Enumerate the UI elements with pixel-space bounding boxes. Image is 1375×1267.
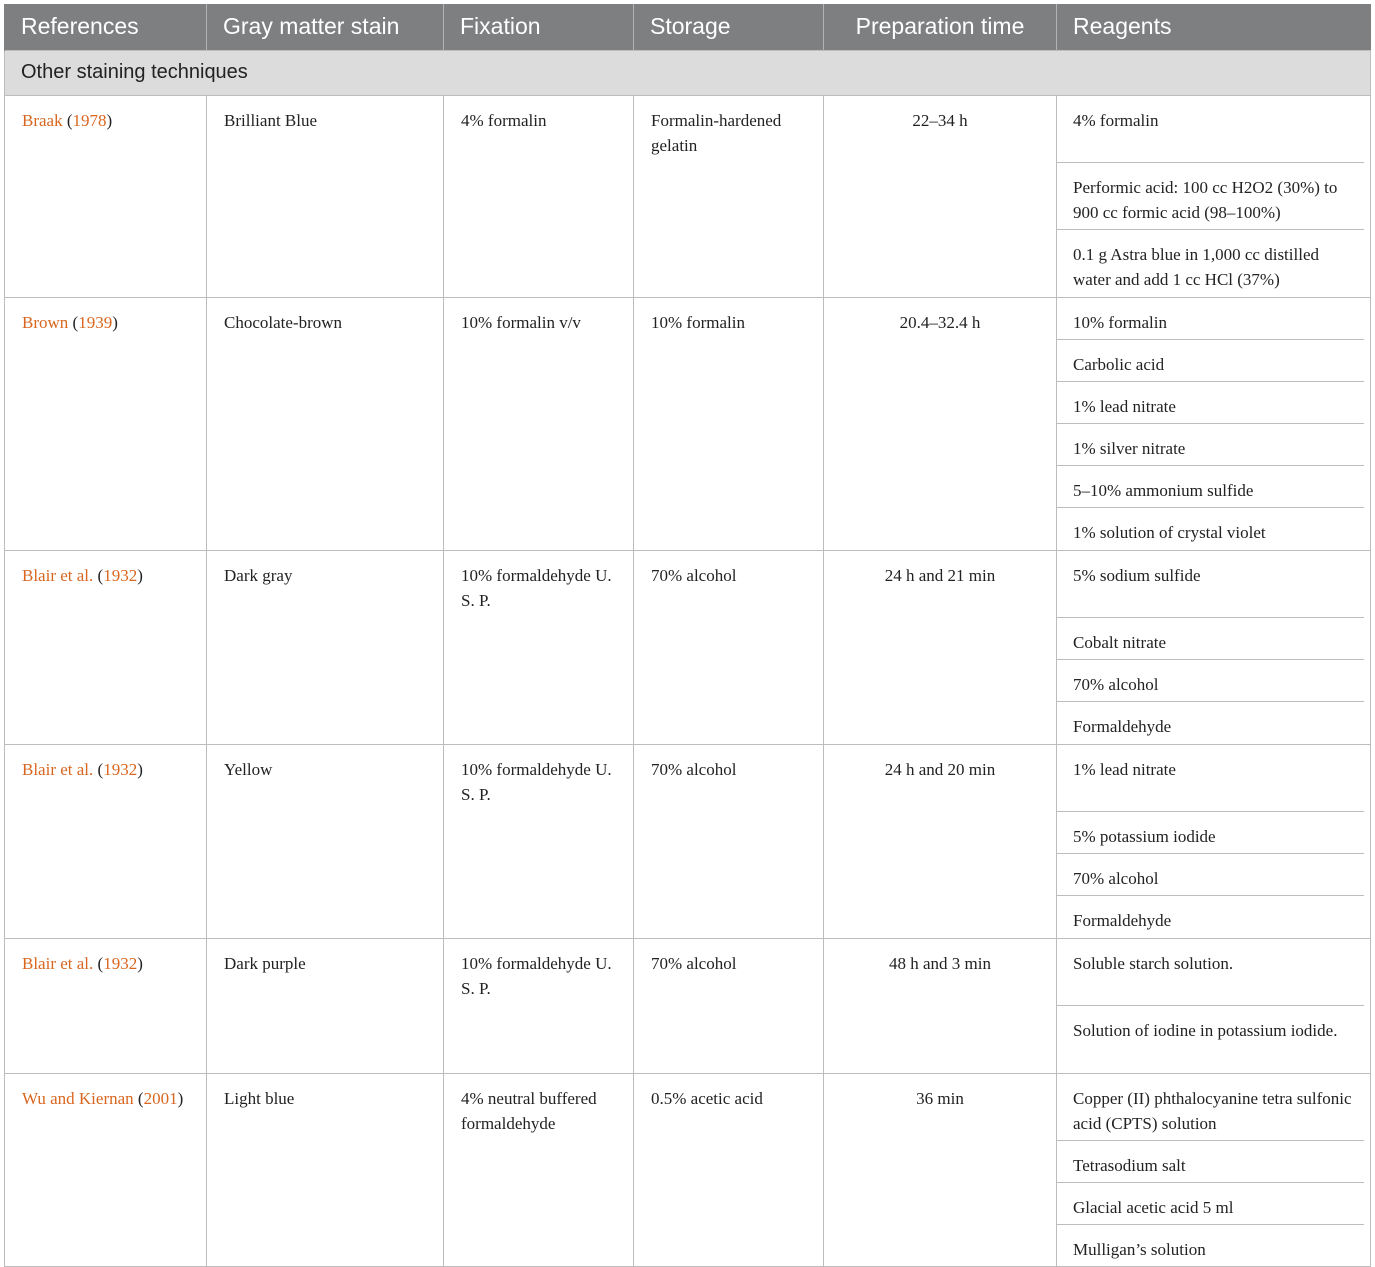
reagents-cell [1057,1073,1371,1266]
fixation-cell [444,550,634,744]
reference-author-link[interactable]: Brown [22,312,69,332]
reagent-item: 10% formalin [1057,298,1364,340]
section-label: Other staining techniques [5,50,1371,95]
fixation-cell [444,744,634,938]
fixation-cell [444,938,634,1073]
preparation-time-text: 22–34 h [912,110,968,130]
table-row [5,95,1371,297]
reagents-list [1057,96,1370,297]
reagent-item: 70% alcohol [1057,660,1364,702]
preparation-time-text: 20.4–32.4 h [899,312,981,332]
stain-cell [207,95,444,297]
reference-year-link[interactable]: 1939 [78,312,113,332]
stain-cell [207,297,444,550]
reagents-list [1057,551,1370,744]
stain-text: Chocolate-brown [224,312,343,332]
reference-author-link[interactable]: Braak [22,110,63,130]
preparation-time-text: 36 min [916,1088,964,1108]
fixation-text: 4% neutral buffered formaldehyde [461,1088,597,1133]
preparation-time-cell [824,550,1057,744]
storage-cell [634,95,824,297]
table-row [5,1073,1371,1266]
reagent-item: Tetrasodium salt [1057,1141,1364,1183]
reagents-list [1057,745,1370,938]
reference-cell: Braak (1978) [5,95,207,297]
preparation-time-text: 48 h and 3 min [889,953,991,973]
stain-cell [207,744,444,938]
header-storage: Storage [634,4,824,50]
preparation-time-text: 24 h and 20 min [884,759,996,779]
fixation-text: 10% formaldehyde U. S. P. [461,759,612,804]
reagent-item: Performic acid: 100 cc H2O2 (30%) to 900 cc formic acid (98–100%) [1057,163,1364,230]
reagent-item: Solution of iodine in potassium iodide. [1073,1020,1338,1040]
stain-text: Brilliant Blue [224,110,318,130]
reagent-item: 1% solution of crystal violet [1073,522,1266,542]
reagent-item: 1% lead nitrate [1057,745,1364,812]
reagents-list [1057,1074,1370,1266]
reference-cell: Blair et al. (1932) [5,744,207,938]
reagent-item: 70% alcohol [1057,854,1364,896]
fixation-text: 10% formaldehyde U. S. P. [461,953,612,998]
table-row [5,550,1371,744]
reagent-item: 1% silver nitrate [1057,424,1364,466]
reagents-list [1057,298,1370,550]
storage-cell [634,550,824,744]
stain-cell [207,1073,444,1266]
storage-text: 70% alcohol [651,759,737,779]
reagent-item: Formaldehyde [1073,910,1172,930]
reagent-item: Soluble starch solution. [1057,939,1364,1006]
reference-author-link[interactable]: Blair et al. [22,565,94,585]
table-row [5,297,1371,550]
reagent-item: 5–10% ammonium sulfide [1057,466,1364,508]
reference-author-link[interactable]: Wu and Kiernan [22,1088,134,1108]
storage-cell [634,1073,824,1266]
storage-cell [634,297,824,550]
preparation-time-cell [824,744,1057,938]
preparation-time-text: 24 h and 21 min [884,565,996,585]
reagents-cell [1057,550,1371,744]
stain-text: Light blue [224,1088,295,1108]
reagents-list [1057,939,1370,1073]
section-row [5,50,1371,95]
storage-text: 10% formalin [651,312,745,332]
storage-text: 70% alcohol [651,565,737,585]
stain-text: Yellow [224,759,273,779]
fixation-text: 10% formaldehyde U. S. P. [461,565,612,610]
reference-year-link[interactable]: 1978 [72,110,107,130]
reference-cell: Wu and Kiernan (2001) [5,1073,207,1266]
reagent-item: Glacial acetic acid 5 ml [1057,1183,1364,1225]
header-row [5,4,1371,50]
storage-cell [634,744,824,938]
reference-cell: Blair et al. (1932) [5,550,207,744]
reagent-item: Copper (II) phthalocyanine tetra sulfonic acid (CPTS) solution [1057,1074,1364,1141]
header-gray-matter-stain: Gray matter stain [207,4,444,50]
table-row [5,938,1371,1073]
reference-author-link[interactable]: Blair et al. [22,759,94,779]
reference-year-link[interactable]: 1932 [103,565,138,585]
preparation-time-cell [824,297,1057,550]
reagent-item: Cobalt nitrate [1057,618,1364,660]
reference-year-link[interactable]: 2001 [143,1088,178,1108]
reference-year-link[interactable]: 1932 [103,759,138,779]
reagent-item: 1% lead nitrate [1057,382,1364,424]
stain-text: Dark gray [224,565,293,585]
fixation-text: 10% formalin v/v [461,312,581,332]
staining-techniques-table [4,4,1371,1267]
reference-cell: Brown (1939) [5,297,207,550]
fixation-cell [444,1073,634,1266]
fixation-cell [444,297,634,550]
reagent-item: Formaldehyde [1073,716,1172,736]
preparation-time-cell [824,1073,1057,1266]
stain-cell [207,938,444,1073]
reagents-cell [1057,938,1371,1073]
header-preparation-time: Preparation time [824,4,1057,50]
storage-text: 70% alcohol [651,953,737,973]
reagents-cell [1057,95,1371,297]
storage-text: 0.5% acetic acid [651,1088,763,1108]
reagent-item: 4% formalin [1057,96,1364,163]
reagent-item: Mulligan’s solution [1073,1239,1206,1259]
header-reagents: Reagents [1057,4,1371,50]
reference-author-link[interactable]: Blair et al. [22,953,94,973]
table-row [5,744,1371,938]
reagent-item: 5% potassium iodide [1057,812,1364,854]
header-references: References [5,4,207,50]
preparation-time-cell [824,938,1057,1073]
reference-cell: Blair et al. (1932) [5,938,207,1073]
table-container [4,4,1370,1267]
reference-year-link[interactable]: 1932 [103,953,138,973]
reagent-item: 5% sodium sulfide [1057,551,1364,618]
stain-cell [207,550,444,744]
fixation-cell [444,95,634,297]
preparation-time-cell [824,95,1057,297]
reagent-item: Carbolic acid [1057,340,1364,382]
fixation-text: 4% formalin [461,110,547,130]
reagents-cell [1057,297,1371,550]
header-fixation: Fixation [444,4,634,50]
reagents-cell [1057,744,1371,938]
reagent-item: 0.1 g Astra blue in 1,000 cc distilled water and add 1 cc HCl (37%) [1073,244,1319,289]
storage-text: Formalin-hardened gelatin [651,110,782,155]
stain-text: Dark purple [224,953,306,973]
storage-cell [634,938,824,1073]
